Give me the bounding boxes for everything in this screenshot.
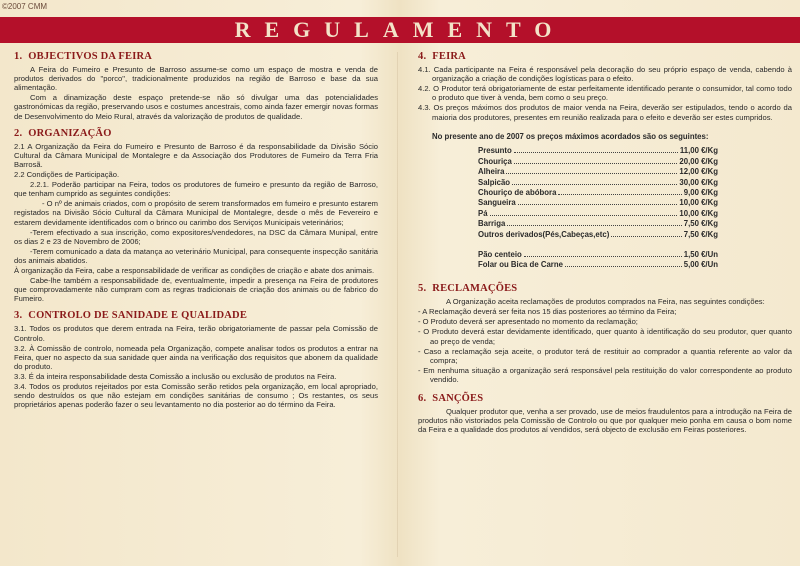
price-row	[478, 187, 718, 197]
price-row	[478, 167, 718, 177]
paragraph: À organização da Feira, cabe a responsabilidade de verificar as condições de criação e abate dos animais.	[14, 265, 375, 275]
section-objectivos	[14, 52, 378, 121]
list-item: - O Produto deverá ser apresentado no momento da reclamação;	[418, 317, 638, 327]
price-item-name: Pão centeio	[478, 249, 522, 259]
price-item-value: 5,00 €/Un	[683, 260, 718, 270]
price-item-value: 10,00 €/Kg	[679, 208, 718, 218]
price-item-name: Sangueira	[478, 198, 516, 208]
dot-leader	[514, 157, 678, 164]
list-item: - O Produto deverá estar devidamente identificado, quer quanto à identificação do seu produtor, quer quanto ao preço de venda;	[418, 327, 792, 346]
price-list	[418, 146, 792, 240]
paragraph: 2.1 A Organização da Feira do Fumeiro e Presunto de Barroso é da responsabilidade da Divisão Sócio Cultural da Câmara Municipal de Montalegre e da Associação dos Produtores de Fumeiro da Terra Fria Barrosã.	[14, 141, 378, 169]
right-column	[418, 52, 792, 442]
paragraph: 2.2 Condições de Participação.	[14, 170, 120, 180]
section-controlo	[14, 311, 378, 409]
page-fold	[397, 52, 398, 557]
price-item-value: 30,00 €/Kg	[679, 177, 718, 187]
title-banner	[0, 17, 800, 43]
price-item-value: 20,00 €/Kg	[679, 156, 718, 166]
paragraph: 2.2.1. Poderão participar na Feira, todos os produtores de fumeiro e presunto da região de Barroso, que tenham cumprido as seguintes condições:	[14, 180, 378, 199]
section-number: 1.	[14, 51, 23, 62]
section-heading	[418, 52, 792, 61]
price-row	[478, 156, 718, 166]
paragraph: 3.2. À Comissão de controlo, nomeada pela Organização, compete analisar todos os produtos a entrar na Feira, quer no aspecto da sua sanidade quer ainda na verificação dos requisitos que abonem da qualidade do produto.	[14, 343, 378, 371]
prices-title: No presente ano de 2007 os preços máximos acordados são os seguintes:	[432, 131, 709, 141]
section-heading	[418, 284, 792, 293]
price-item-value: 10,00 €/Kg	[679, 198, 718, 208]
price-row	[478, 146, 718, 156]
price-row	[478, 208, 718, 218]
dot-leader	[558, 188, 681, 195]
price-item-value: 7,50 €/Kg	[683, 219, 718, 229]
section-title: OBJECTIVOS DA FEIRA	[28, 51, 153, 62]
dot-leader	[518, 198, 678, 205]
section-title: CONTROLO DE SANIDADE E QUALIDADE	[28, 310, 248, 322]
paragraph: Qualquer produtor que, venha a ser provado, use de meios fraudulentos para a introdução na Feira de produtos não vistoriados pela Comissão de Controlo ou que por qualquer meio ponha em causa o bom nome da Feira e a qualidade dos produtos aí vendidos, será objecto de exclusão em Feiras posteriores.	[418, 407, 792, 435]
section-feira	[418, 52, 792, 270]
banner-title: REGULAMENTO	[234, 17, 566, 42]
dot-leader	[506, 167, 677, 174]
section-heading	[14, 129, 378, 138]
price-item-value: 12,00 €/Kg	[679, 167, 718, 177]
section-number: 4.	[418, 51, 427, 62]
dot-leader	[490, 209, 678, 216]
section-title: FEIRA	[432, 51, 466, 62]
paragraph: -Terem comunicado a data da matança ao veterinário Municipal, para consequente inspecção sanitária dos animais abatidos.	[14, 246, 378, 265]
price-item-value: 7,50 €/Kg	[683, 229, 718, 239]
price-row	[478, 260, 718, 270]
dot-leader	[512, 178, 677, 185]
claims-list	[418, 307, 792, 384]
price-list-unit	[418, 249, 792, 270]
price-item-name: Barriga	[478, 219, 506, 229]
section-sancoes	[418, 394, 792, 434]
paragraph: 3.4. Todos os produtos rejeitados por esta Comissão serão retidos pela organização, em local apropriado, sendo destruídos os que não estejam em condições sanitárias de consumo ; Os restantes, os seus proprietários apenas poderão fazer o seu levantamento no dia posterior ao do término da Feira.	[14, 382, 378, 410]
section-number: 6.	[418, 392, 427, 404]
list-item: - Em nenhuma situação a organização será responsável pela restituição do valor correspondente ao produto vendido.	[418, 365, 792, 384]
paragraph: 3.1. Todos os produtos que derem entrada na Feira, terão obrigatoriamente de passar pela Comissão de Controlo.	[14, 324, 378, 343]
section-reclamacoes	[418, 284, 792, 384]
dot-leader	[524, 250, 682, 257]
price-item-value: 11,00 €/Kg	[679, 146, 718, 156]
price-item-name: Chouriço de abóbora	[478, 187, 557, 197]
price-item-name: Outros derivados(Pés,Cabeças,etc)	[478, 229, 610, 239]
left-column	[14, 52, 378, 417]
price-row	[478, 177, 718, 187]
price-row	[478, 218, 718, 228]
price-item-name: Pá	[478, 208, 488, 218]
section-number: 2.	[14, 127, 23, 139]
dot-leader	[611, 230, 681, 237]
paragraph: 4.1. Cada participante na Feira é responsável pela decoração do seu próprio espaço de venda, cabendo à organização a criação de condições logísticas para o efeito.	[418, 65, 792, 84]
dot-leader	[565, 260, 682, 267]
paragraph: A Feira do Fumeiro e Presunto de Barroso assume-se como um espaço de mostra e venda de produtos derivados do "porco", tradicionalmente produzidos na região de Barroso e base da sua alimentação.	[14, 65, 378, 93]
section-title: RECLAMAÇÕES	[432, 283, 518, 295]
price-row	[478, 249, 718, 259]
price-row	[478, 229, 718, 239]
price-item-name: Folar ou Bica de Carne	[478, 260, 563, 270]
section-title: ORGANIZAÇÃO	[28, 127, 112, 139]
section-title: SANÇÕES	[432, 392, 484, 404]
paragraph: 4.2. O Produtor terá obrigatoriamente de estar perfeitamente identificado perante o consumidor, tal como todo o produto que tiver à venda, bem como o seu preço.	[418, 84, 792, 103]
price-item-name: Salpicão	[478, 177, 511, 187]
section-organizacao	[14, 129, 378, 304]
price-item-value: 9,00 €/Kg	[683, 187, 718, 197]
price-item-value: 1,50 €/Un	[683, 249, 718, 259]
section-heading	[14, 311, 378, 320]
list-item: - A Reclamação deverá ser feita nos 15 dias posteriores ao término da Feira;	[418, 307, 677, 317]
price-item-name: Alheira	[478, 167, 505, 177]
section-number: 5.	[418, 283, 427, 295]
paragraph: - O nº de animais criados, com o propósito de serem transformados em fumeiro e presunto estarem registados na Divisão Sócio Cultural da Câmara Municipal de Montalegre, desde o mês de Fevereiro e estarem devidamente identificados com o brinco ou carimbo dos Serviços Municipais veterinários;	[14, 199, 378, 227]
price-item-name: Chouriça	[478, 156, 512, 166]
paragraph: Cabe-lhe também a responsabilidade de, eventualmente, impedir a presença na Feira de produtores que comprovadamente não cumpram com as regras tradicionais de criação dos animais ou de fabrico do Fumeiro.	[14, 276, 378, 304]
list-item: - Caso a reclamação seja aceite, o produtor terá de restituir ao comprador a quantia referente ao valor da compra;	[418, 346, 792, 365]
dot-leader	[507, 219, 681, 226]
paragraph: 4.3. Os preços máximos dos produtos de maior venda na Feira, deverão ser estipulados, tendo o acordo da maioria dos produtores, presentes em reunião realizada para o efeito e deverão ser estes cumpridos.	[418, 103, 792, 122]
section-heading	[418, 394, 792, 403]
paragraph: A Organização aceita reclamações de produtos comprados na Feira, nas seguintes condições:	[446, 297, 765, 307]
price-item-name: Presunto	[478, 146, 512, 156]
paragraph: Com a dinamização deste espaço pretende-se não só divulgar uma das potencialidades gastronómicas da região, preservando usos e costumes ancestrais, como ainda fazer emergir novas formas de Desenvolvimento do Meio Rural, através da valorização de produtos de qualidade.	[14, 93, 378, 121]
copyright-label: ©2007 CMM	[2, 2, 48, 11]
paragraph: -Terem efectivado a sua inscrição, como expositores/vendedores, na DSC da Câmara Munipal, entre os dias 2 e 23 de Novembro de 2006;	[14, 227, 378, 246]
dot-leader	[514, 146, 678, 153]
section-number: 3.	[14, 310, 23, 322]
section-heading	[14, 52, 378, 61]
price-row	[478, 198, 718, 208]
paragraph: 3.3. É da inteira responsabilidade desta Comissão a inclusão ou exclusão de produtos na Feira.	[14, 371, 337, 381]
